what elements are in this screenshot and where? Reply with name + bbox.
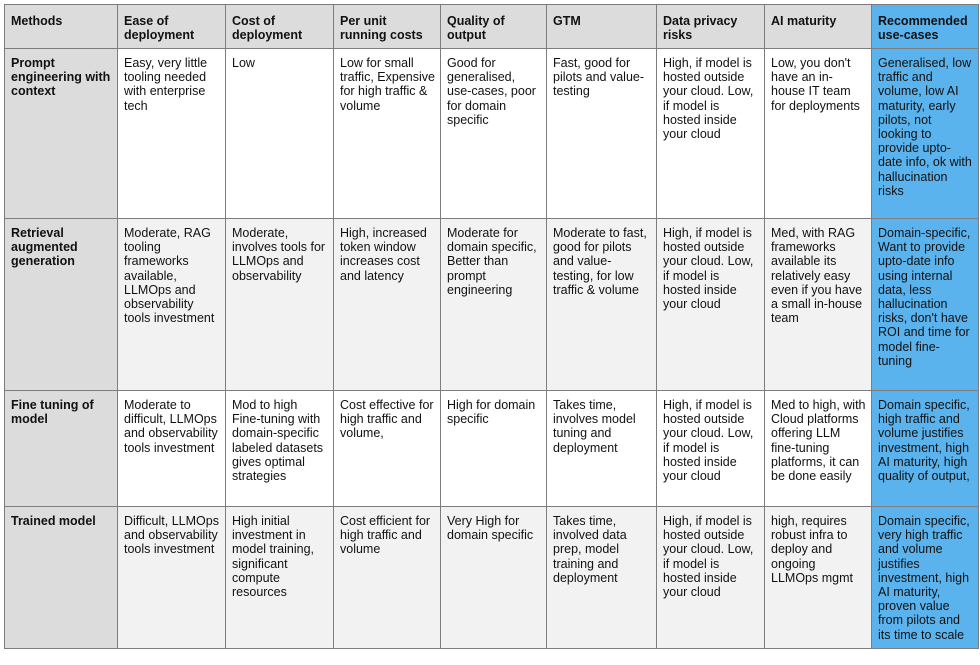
privacy-cell: High, if model is hosted outside your cloud. Low, if model is hosted inside your cloud — [657, 391, 765, 507]
method-cell: Retrieval augmented generation — [5, 219, 118, 391]
col-header-cost: Cost of deployment — [226, 5, 334, 49]
col-header-running-costs: Per unit running costs — [334, 5, 441, 49]
comparison-table — [4, 4, 979, 649]
col-header-use-cases: Recommended use-cases — [872, 5, 979, 49]
running-cost-cell: Cost efficient for high traffic and volume — [334, 507, 441, 649]
table-row — [5, 49, 979, 219]
privacy-cell: High, if model is hosted outside your cloud. Low, if model is hosted inside your cloud — [657, 507, 765, 649]
method-cell: Fine tuning of model — [5, 391, 118, 507]
cost-cell: Moderate, involves tools for LLMOps and observability — [226, 219, 334, 391]
method-cell: Trained model — [5, 507, 118, 649]
maturity-cell: Med to high, with Cloud platforms offering LLM fine-tuning platforms, it can be done easily — [765, 391, 872, 507]
ease-cell: Moderate, RAG tooling frameworks available, LLMOps and observability tools investment — [118, 219, 226, 391]
method-cell: Prompt engineering with context — [5, 49, 118, 219]
maturity-cell: Low, you don't have an in-house IT team for deployments — [765, 49, 872, 219]
cost-cell: Low — [226, 49, 334, 219]
maturity-cell: high, requires robust infra to deploy and ongoing LLMOps mgmt — [765, 507, 872, 649]
quality-cell: High for domain specific — [441, 391, 547, 507]
table-row — [5, 391, 979, 507]
gtm-cell: Moderate to fast, good for pilots and value-testing, for low traffic & volume — [547, 219, 657, 391]
ease-cell: Easy, very little tooling needed with enterprise tech — [118, 49, 226, 219]
use-cases-cell: Domain specific, high traffic and volume justifies investment, high AI maturity, high quality of output, — [872, 391, 979, 507]
gtm-cell: Takes time, involves model tuning and deployment — [547, 391, 657, 507]
ease-cell: Difficult, LLMOps and observability tools investment — [118, 507, 226, 649]
maturity-cell: Med, with RAG frameworks available its relatively easy even if you have a small in-house team — [765, 219, 872, 391]
quality-cell: Good for generalised, use-cases, poor for domain specific — [441, 49, 547, 219]
cost-cell: Mod to high Fine-tuning with domain-specific labeled datasets gives optimal strategies — [226, 391, 334, 507]
table-row — [5, 507, 979, 649]
col-header-methods: Methods — [5, 5, 118, 49]
ease-cell: Moderate to difficult, LLMOps and observability tools investment — [118, 391, 226, 507]
running-cost-cell: High, increased token window increases cost and latency — [334, 219, 441, 391]
col-header-ease: Ease of deployment — [118, 5, 226, 49]
use-cases-cell: Generalised, low traffic and volume, low AI maturity, early pilots, not looking to provide upto-date info, ok with hallucination risks — [872, 49, 979, 219]
cost-cell: High initial investment in model training, significant compute resources — [226, 507, 334, 649]
use-cases-cell: Domain specific, very high traffic and volume justifies investment, high AI maturity, proven value from pilots and its time to scale — [872, 507, 979, 649]
col-header-privacy: Data privacy risks — [657, 5, 765, 49]
privacy-cell: High, if model is hosted outside your cloud. Low, if model is hosted inside your cloud — [657, 219, 765, 391]
gtm-cell: Fast, good for pilots and value-testing — [547, 49, 657, 219]
quality-cell: Very High for domain specific — [441, 507, 547, 649]
running-cost-cell: Cost effective for high traffic and volume, — [334, 391, 441, 507]
col-header-ai-maturity: AI maturity — [765, 5, 872, 49]
header-row — [5, 5, 979, 49]
privacy-cell: High, if model is hosted outside your cloud. Low, if model is hosted inside your cloud — [657, 49, 765, 219]
quality-cell: Moderate for domain specific, Better than prompt engineering — [441, 219, 547, 391]
col-header-quality: Quality of output — [441, 5, 547, 49]
use-cases-cell: Domain-specific, Want to provide upto-date info using internal data, less hallucination risks, don't have ROI and time for model fine-tuning — [872, 219, 979, 391]
running-cost-cell: Low for small traffic, Expensive for high traffic & volume — [334, 49, 441, 219]
table-row — [5, 219, 979, 391]
gtm-cell: Takes time, involved data prep, model training and deployment — [547, 507, 657, 649]
col-header-gtm: GTM — [547, 5, 657, 49]
